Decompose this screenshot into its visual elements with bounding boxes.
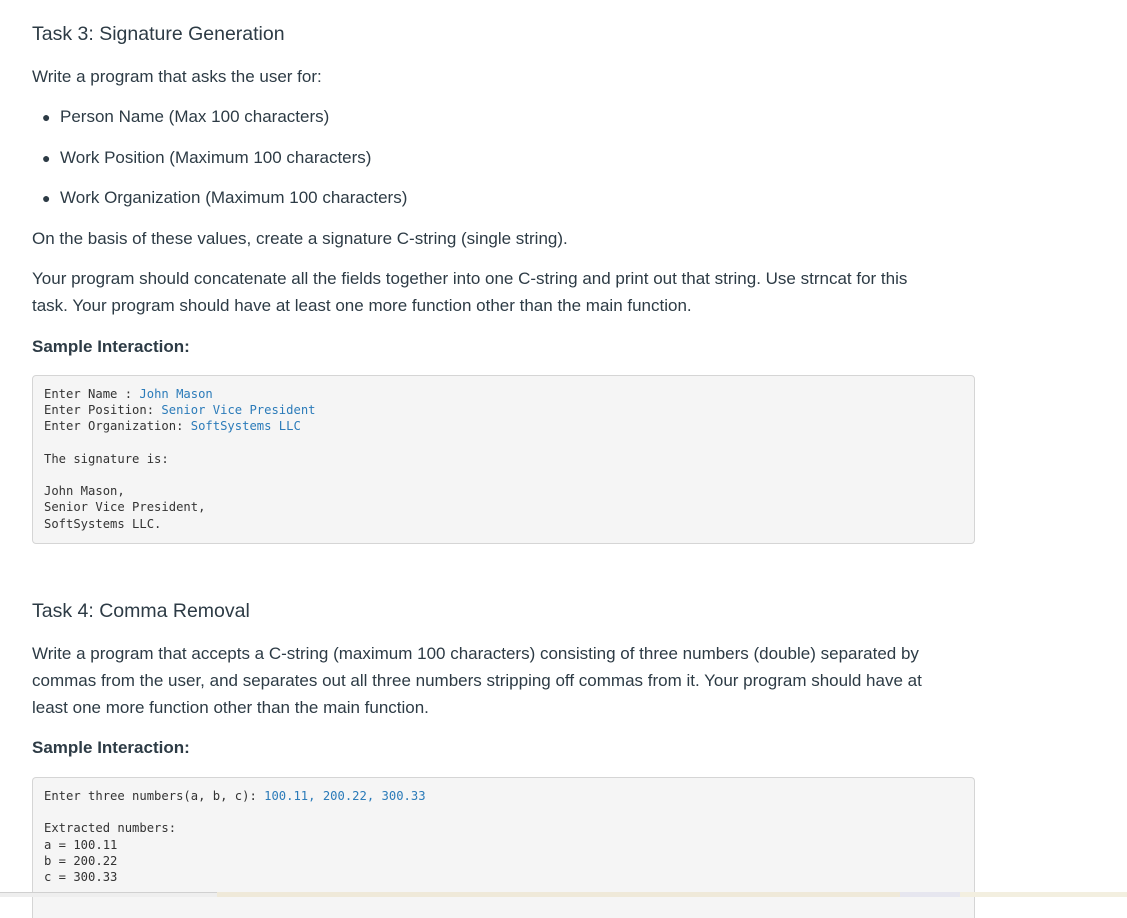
bullet-icon: ● [42, 190, 51, 206]
list-item: ● Work Organization (Maximum 100 characters) [42, 184, 407, 212]
task3-title: Task 3: Signature Generation [32, 23, 285, 45]
task4-code-block: Enter three numbers(a, b, c): 100.11, 200.22, 300.33 Extracted numbers: a = 100.11 b = 200.22 c = 300.33 [32, 777, 975, 918]
task3-sample-label: Sample Interaction: [32, 337, 190, 356]
task3-intro: Write a program that asks the user for: [32, 67, 322, 86]
bottom-edge-segment [900, 892, 960, 897]
task3-paragraph-1: On the basis of these values, create a signature C-string (single string). [32, 229, 568, 248]
task3-code-block: Enter Name : John Mason Enter Position: Senior Vice President Enter Organization: SoftSystems LLC The signature is: John Mason, Senior Vice President, SoftSystems LLC. [32, 375, 975, 544]
task4-sample-label: Sample Interaction: [32, 738, 190, 757]
bottom-edge-bar [0, 892, 1127, 897]
bullet-icon: ● [42, 150, 51, 166]
list-item: ● Person Name (Max 100 characters) [42, 103, 329, 131]
bullet-icon: ● [42, 109, 51, 125]
task4-paragraph: Write a program that accepts a C-string (maximum 100 characters) consisting of three numbers (double) separated by commas from the user, and separates out all three numbers stripping off commas from it. Your program should have at least one more function other than the main function. [32, 644, 922, 717]
task4-title: Task 4: Comma Removal [32, 600, 250, 622]
list-item: ● Work Position (Maximum 100 characters) [42, 144, 371, 172]
task3-paragraph-2: Your program should concatenate all the fields together into one C-string and print out that string. Use strncat for this task. Your program should have at least one more function other than the main function. [32, 269, 908, 315]
bottom-edge-segment [217, 892, 900, 897]
bottom-edge-segment [960, 892, 1127, 897]
bottom-edge-segment [0, 892, 217, 897]
